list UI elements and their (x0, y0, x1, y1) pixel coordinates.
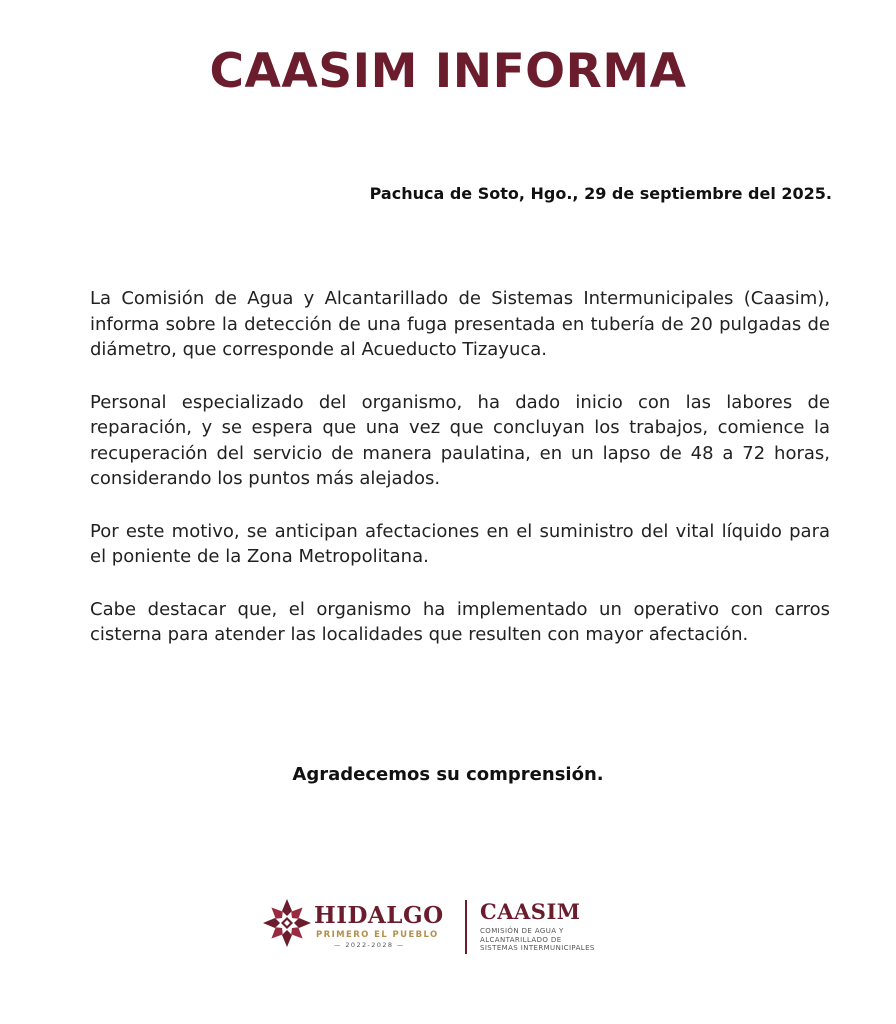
closing-message: Agradecemos su comprensión. (292, 764, 604, 785)
dateline: Pachuca de Soto, Hgo., 29 de septiembre del 2025. (369, 184, 832, 203)
caasim-desc-line: ALCANTARILLADO DE (480, 935, 562, 944)
paragraph-1: La Comisión de Agua y Alcantarillado de Sistemas Intermunicipales (Caasim), informa sobre la detección de una fuga presentada en tubería de 20 pulgadas de diámetro, que corresponde al Acueducto Tizayuca. (90, 288, 830, 360)
paragraph-4: Cabe destacar que, el organismo ha implementado un operativo con carros cisterna para atender las localidades que resulten con mayor afectación. (90, 598, 830, 645)
caasim-description (480, 927, 640, 953)
hidalgo-logo (262, 896, 462, 956)
caasim-desc-line: COMISIÓN DE AGUA Y (480, 927, 564, 935)
hidalgo-name: HIDALGO (314, 902, 444, 929)
hidalgo-years-text: 2022-2028 (345, 941, 394, 949)
paragraph-3: Por este motivo, se anticipan afectaciones en el suministro del vital líquido para el poniente de la Zona Metropolitana. (90, 520, 830, 567)
logo-divider (465, 900, 467, 954)
hidalgo-flower-icon (262, 898, 312, 948)
footer-logos (262, 896, 642, 960)
paragraph-2: Personal especializado del organismo, ha dado inicio con las labores de reparación, y se espera que una vez que concluyan los trabajos, comience la recuperación del servicio de manera paulatina, en un lapso de 48 a 72 horas, considerando los puntos más alejados. (90, 391, 830, 489)
caasim-desc-line: SISTEMAS INTERMUNICIPALES (480, 944, 595, 952)
hidalgo-years: — 2022-2028 — (334, 941, 405, 949)
page-title: CAASIM INFORMA (209, 44, 687, 99)
hidalgo-motto: PRIMERO EL PUEBLO (316, 930, 439, 940)
caasim-name: CAASIM (480, 899, 581, 924)
press-release-body (90, 286, 830, 675)
